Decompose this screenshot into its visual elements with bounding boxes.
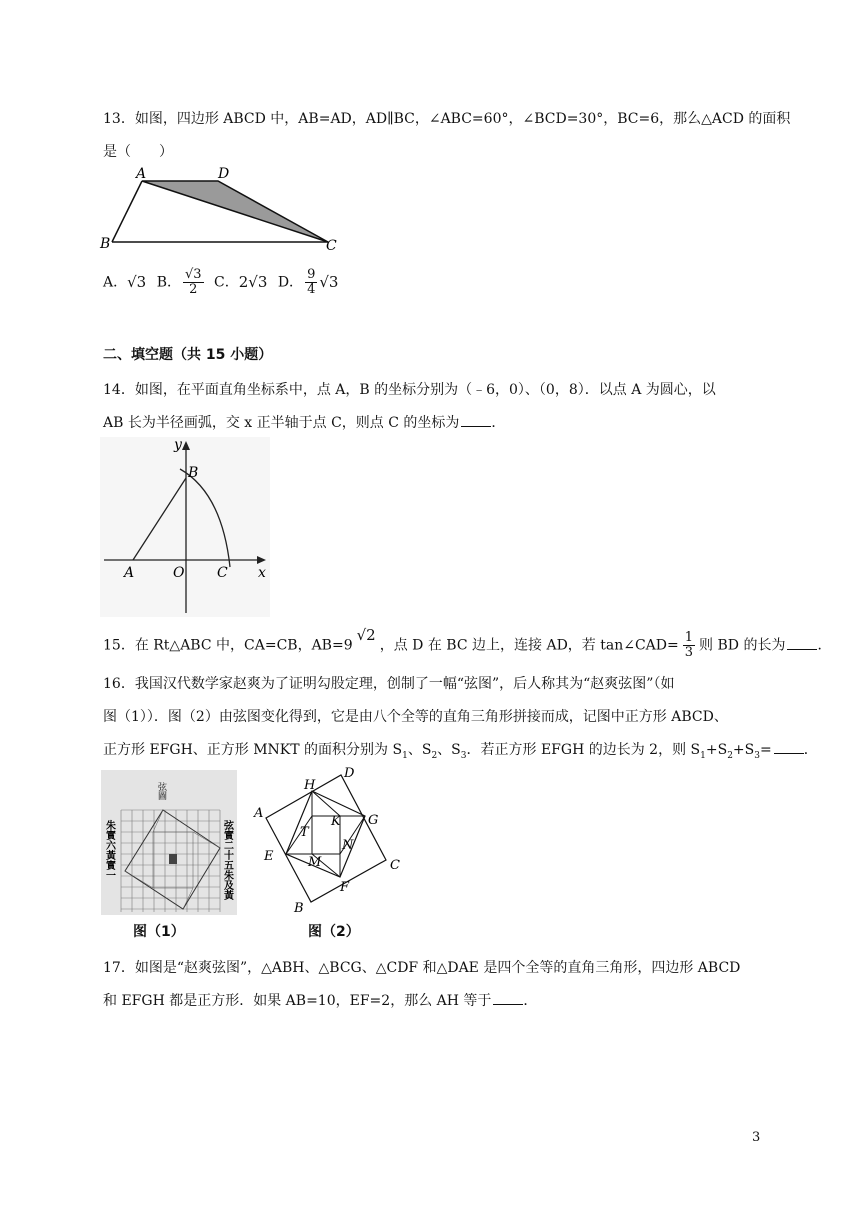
q16-fig2-label-k: K [331, 814, 341, 829]
q16-sub2: 2 [431, 750, 438, 761]
q16-line3-g: = [759, 742, 772, 758]
q16-line3 [103, 741, 818, 765]
q14-line2-end: ． [491, 415, 506, 431]
q15-frac-den: 3 [684, 645, 694, 660]
q16-fig2-label-a: A [254, 806, 264, 821]
q13-shaded-triangle [142, 181, 328, 242]
q16-figure2-caption: 图（2） [308, 924, 360, 940]
page-number: 3 [752, 1130, 761, 1145]
q14-line1: 14．如图，在平面直角坐标系中，点 A，B 的坐标分别为（﹣6，0）、（0，8）．以点 A 为圆心，以 [103, 382, 716, 398]
q15-answer-blank [787, 637, 817, 650]
q14-label-o: O [173, 565, 185, 581]
q16-line1: 16．我国汉代数学家赵爽为了证明勾股定理，创制了一幅“弦图”，后人称其为“赵爽弦图”（如 [103, 676, 675, 692]
q13-option-c-value: 2√3 [238, 272, 268, 291]
q16-fig2-label-h: H [304, 778, 316, 793]
q14-label-c: C [217, 565, 228, 581]
q16-fig1-center [169, 854, 177, 864]
q16-line3-c: 、S [437, 742, 461, 758]
q16-sub3: 3 [460, 750, 467, 761]
q16-fig2-label-d: D [344, 766, 355, 781]
q16-sub1: 1 [402, 750, 408, 761]
q13-option-b-den: 2 [189, 282, 198, 297]
q13-option-b-label: B． [156, 274, 181, 291]
q16-sub1b: 1 [700, 750, 706, 761]
q16-answer-blank [774, 741, 804, 754]
q16-line3-f: +S [732, 742, 755, 758]
q13-options [103, 268, 338, 297]
q17-line2-end: ． [523, 993, 538, 1009]
q15-part2: ，点 D 在 BC 边上，连接 AD，若 tan∠CAD= [379, 637, 679, 654]
q15-line [103, 625, 832, 660]
q16-fig2-label-c: C [390, 858, 400, 873]
q17-line2 [103, 992, 537, 1010]
q13-option-d-den: 4 [307, 282, 316, 297]
q13-label-d: D [218, 166, 230, 182]
q14-line2 [103, 414, 505, 432]
q16-fig2-label-f: F [340, 880, 350, 895]
q15-sqrt2: √2 [356, 625, 376, 644]
q13-option-d-value: √3 [319, 272, 339, 291]
section-fill-in-title: 二、填空题（共 15 小题） [103, 347, 273, 363]
q15-part1: 15．在 Rt△ABC 中，CA=CB，AB=9 [103, 637, 353, 654]
q14-label-x: x [258, 565, 266, 581]
q16-fig1-left-text: 朱實六黃實一 [103, 820, 115, 880]
q16-line2: 图（1））．图（2）由弦图变化得到，它是由八个全等的直角三角形拼接而成，记图中正方形 ABCD、 [103, 709, 728, 725]
q16-fig2-label-b: B [294, 901, 304, 915]
q16-fig2-square-abcd [266, 775, 386, 902]
q16-sub3b: 3 [754, 750, 760, 761]
q17-answer-blank [493, 992, 523, 1005]
q16-figure1-xiantu [101, 770, 237, 915]
q16-fig1-right-text: 弦實二十五朱及黃 [221, 820, 233, 900]
q13-label-b: B [100, 236, 111, 250]
q13-option-a-value: √3 [127, 272, 147, 291]
q15-part3: 则 BD 的长为 [699, 637, 786, 654]
q16-fig2-label-g: G [368, 813, 379, 828]
q16-figure1-caption: 图（1） [133, 924, 185, 940]
q16-fig2-label-n: N [342, 838, 354, 853]
q16-figure2 [248, 765, 408, 915]
q16-fig2-line-5 [312, 791, 340, 816]
q16-line3-a: 正方形 EFGH、正方形 MNKT 的面积分别为 S [103, 742, 403, 758]
q16-fig2-label-t: T [300, 825, 309, 840]
q15-fraction [683, 631, 695, 660]
q15-frac-num: 1 [684, 630, 694, 645]
q13-option-d-label: D． [277, 274, 304, 291]
q16-line3-b: 、S [407, 742, 432, 758]
q16-line3-end: ． [803, 742, 818, 758]
q14-line2-text: AB 长为半径画弧，交 x 正半轴于点 C，则点 C 的坐标为 [103, 415, 460, 431]
q17-line2-text: 和 EFGH 都是正方形．如果 AB=10，EF=2，那么 AH 等于 [103, 993, 492, 1009]
q13-option-d-num: 9 [307, 267, 316, 282]
q13-option-b-num: √3 [184, 267, 202, 282]
q13-line2: 是（ ） [103, 144, 173, 160]
q14-answer-blank [461, 414, 491, 427]
q16-sub2b: 2 [727, 750, 733, 761]
q14-label-y: y [174, 437, 182, 453]
q16-fig2-label-e: E [264, 849, 274, 864]
q13-option-d-fraction [305, 268, 317, 297]
q13-figure [96, 162, 346, 250]
q16-line3-d: ．若正方形 EFGH 的边长为 2，则 S [466, 742, 701, 758]
q13-label-c: C [326, 238, 337, 250]
q14-label-a: A [124, 565, 135, 581]
q17-line1: 17．如图是“赵爽弦图”，△ABH、△BCG、△CDF 和△DAE 是四个全等的直角三角形，四边形 ABCD [103, 960, 741, 976]
q16-fig2-label-m: M [308, 855, 322, 870]
q13-side-ab [112, 181, 142, 242]
q13-option-c-label: C． [214, 274, 239, 291]
q13-label-a: A [136, 166, 147, 182]
q14-label-b: B [188, 465, 199, 481]
q15-end: ． [817, 637, 832, 654]
q14-coordinate-figure [100, 437, 270, 617]
q13-option-b-fraction [183, 268, 204, 297]
q13-option-a-label: A． [103, 274, 128, 291]
q16-fig1-title: 弦圖 [156, 782, 166, 800]
q16-line3-e: +S [705, 742, 728, 758]
q13-line1: 13．如图，四边形 ABCD 中，AB=AD，AD∥BC，∠ABC=60°，∠BCD=30°，BC=6，那么△ACD 的面积 [103, 111, 791, 127]
